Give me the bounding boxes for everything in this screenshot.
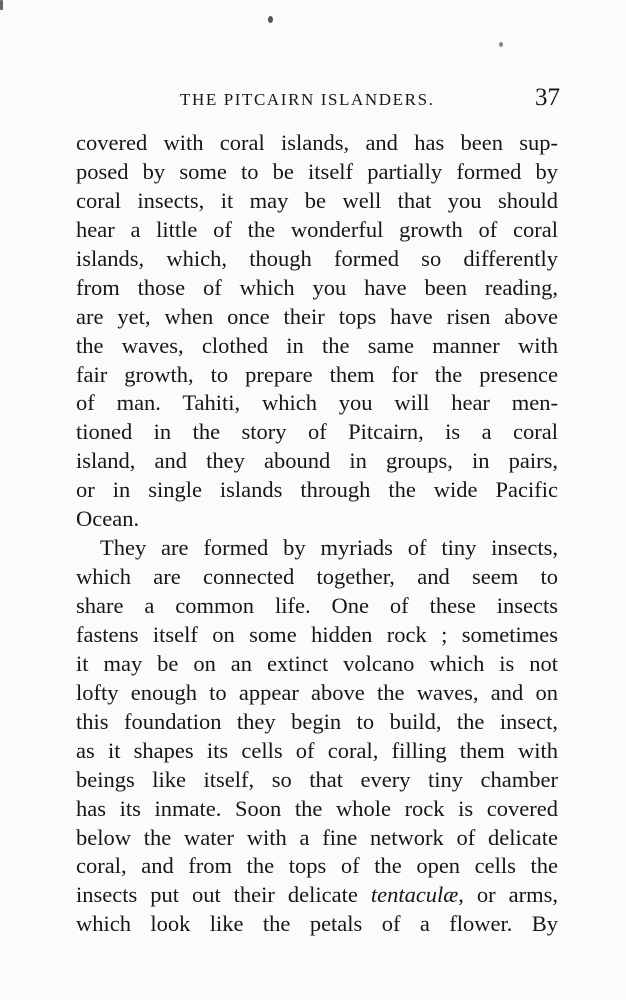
paragraph [76,534,558,939]
text-line: has its inmate. Soon the whole rock is covered [76,795,558,821]
text-line: the waves, clothed in the same manner with [76,332,558,358]
print-speck [499,42,503,47]
text-line: beings like itself, so that every tiny chamber [76,766,558,792]
text-line: coral, and from the tops of the open cells the [76,853,558,879]
italic-term: tentaculæ, [370,882,464,908]
text-run: insects put out their delicate [76,882,371,908]
text-line: from those of which you have been reading, [76,274,558,300]
text-line: fastens itself on some hidden rock ; sometimes [76,621,558,647]
text-line: posed by some to be itself partially formed by [76,158,558,184]
text-line: as it shapes its cells of coral, filling them with [76,737,558,763]
text-line: lofty enough to appear above the waves, and on [76,679,558,705]
text-line: which are connected together, and seem to [76,564,558,590]
text-line: tioned in the story of Pitcairn, is a coral [76,419,558,445]
print-speck [0,0,3,10]
text-line: coral insects, it may be well that you should [76,187,558,213]
text-line: it may be on an extinct volcano which is not [76,650,558,676]
text-line: fair growth, to prepare them for the presence [76,361,558,387]
text-line: They are formed by myriads of tiny insects, [100,535,558,561]
paragraph [76,129,558,534]
text-run: or arms, [463,882,559,908]
text-line: covered with coral islands, and has been sup- [76,130,558,155]
text-line: hear a little of the wonderful growth of coral [76,216,558,242]
text-line: island, and they abound in groups, in pairs, [76,448,558,474]
text-line: islands, which, though formed so differently [76,245,558,271]
text-line: this foundation they begin to build, the insect, [76,708,558,734]
text-line: or in single islands through the wide Pacific [76,477,558,503]
text-line [76,881,558,910]
text-line: which look like the petals of a flower. By [76,911,558,937]
print-speck [268,16,273,23]
body-text [76,129,558,939]
running-head: THE PITCAIRN ISLANDERS. [180,90,435,109]
page-number: 37 [535,84,560,111]
text-line: Ocean. [76,506,140,532]
text-line: are yet, when once their tops have risen above [76,303,558,329]
text-line: below the water with a fine network of delicate [76,824,558,850]
page-header [76,84,560,116]
text-line: share a common life. One of these insects [76,593,558,618]
text-line: of man. Tahiti, which you will hear men- [76,390,558,416]
